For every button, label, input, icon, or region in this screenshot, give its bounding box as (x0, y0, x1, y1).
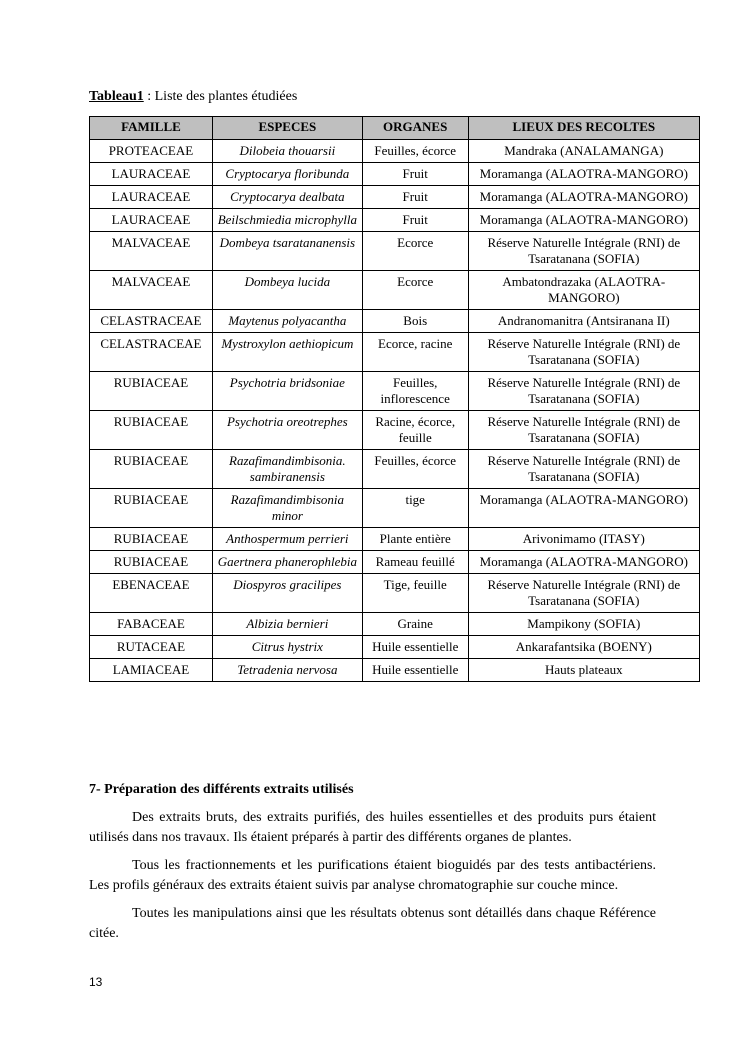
table-row (90, 489, 700, 528)
table-header-row (90, 117, 700, 140)
cell-lieu: Réserve Naturelle Intégrale (RNI) de Tsaratanana (SOFIA) (468, 333, 699, 372)
cell-organes: Huile essentielle (362, 636, 468, 659)
header-especes: ESPECES (212, 117, 362, 140)
table-row (90, 140, 700, 163)
header-lieux: LIEUX DES RECOLTES (468, 117, 699, 140)
cell-famille: LAURACEAE (90, 163, 213, 186)
cell-espece: Tetradenia nervosa (212, 659, 362, 682)
table-row (90, 271, 700, 310)
cell-famille: RUBIACEAE (90, 528, 213, 551)
cell-famille: LAMIACEAE (90, 659, 213, 682)
cell-espece: Dombeya tsaratananensis (212, 232, 362, 271)
table-row (90, 411, 700, 450)
table-row (90, 574, 700, 613)
cell-espece: Maytenus polyacantha (212, 310, 362, 333)
cell-famille: PROTEACEAE (90, 140, 213, 163)
cell-espece: Razafimandimbisonia minor (212, 489, 362, 528)
cell-famille: RUBIACEAE (90, 450, 213, 489)
table-row (90, 372, 700, 411)
cell-lieu: Ambatondrazaka (ALAOTRA-MANGORO) (468, 271, 699, 310)
cell-lieu: Réserve Naturelle Intégrale (RNI) de Tsaratanana (SOFIA) (468, 574, 699, 613)
plants-table (89, 116, 700, 682)
cell-espece: Dilobeia thouarsii (212, 140, 362, 163)
cell-lieu: Moramanga (ALAOTRA-MANGORO) (468, 163, 699, 186)
cell-organes: Rameau feuillé (362, 551, 468, 574)
cell-espece: Mystroxylon aethiopicum (212, 333, 362, 372)
header-organes: ORGANES (362, 117, 468, 140)
cell-famille: LAURACEAE (90, 209, 213, 232)
cell-lieu: Réserve Naturelle Intégrale (RNI) de Tsaratanana (SOFIA) (468, 411, 699, 450)
cell-famille: MALVACEAE (90, 232, 213, 271)
table-body (90, 140, 700, 682)
table-row (90, 450, 700, 489)
cell-lieu: Moramanga (ALAOTRA-MANGORO) (468, 209, 699, 232)
cell-espece: Anthospermum perrieri (212, 528, 362, 551)
cell-organes: Bois (362, 310, 468, 333)
table-row (90, 613, 700, 636)
cell-famille: CELASTRACEAE (90, 333, 213, 372)
cell-organes: Fruit (362, 186, 468, 209)
cell-espece: Cryptocarya floribunda (212, 163, 362, 186)
table-caption (89, 89, 297, 105)
cell-organes: Ecorce (362, 232, 468, 271)
cell-organes: Plante entière (362, 528, 468, 551)
table-caption-label: Tableau1 (89, 89, 144, 104)
page-number: 13 (89, 975, 103, 989)
cell-famille: RUBIACEAE (90, 489, 213, 528)
cell-organes: Feuilles, écorce (362, 140, 468, 163)
cell-organes: Fruit (362, 163, 468, 186)
cell-organes: Graine (362, 613, 468, 636)
cell-espece: Gaertnera phanerophlebia (212, 551, 362, 574)
cell-famille: RUBIACEAE (90, 372, 213, 411)
cell-espece: Beilschmiedia microphylla (212, 209, 362, 232)
cell-organes: tige (362, 489, 468, 528)
cell-famille: LAURACEAE (90, 186, 213, 209)
cell-famille: RUTACEAE (90, 636, 213, 659)
cell-organes: Fruit (362, 209, 468, 232)
cell-lieu: Moramanga (ALAOTRA-MANGORO) (468, 186, 699, 209)
cell-espece: Citrus hystrix (212, 636, 362, 659)
cell-famille: MALVACEAE (90, 271, 213, 310)
cell-espece: Diospyros gracilipes (212, 574, 362, 613)
cell-espece: Dombeya lucida (212, 271, 362, 310)
cell-lieu: Hauts plateaux (468, 659, 699, 682)
cell-lieu: Arivonimamo (ITASY) (468, 528, 699, 551)
cell-famille: FABACEAE (90, 613, 213, 636)
cell-espece: Razafimandimbisonia. sambiranensis (212, 450, 362, 489)
table-row (90, 551, 700, 574)
cell-organes: Feuilles, inflorescence (362, 372, 468, 411)
table-row (90, 659, 700, 682)
header-famille: FAMILLE (90, 117, 213, 140)
cell-organes: Ecorce, racine (362, 333, 468, 372)
cell-organes: Ecorce (362, 271, 468, 310)
cell-lieu: Réserve Naturelle Intégrale (RNI) de Tsaratanana (SOFIA) (468, 372, 699, 411)
cell-espece: Cryptocarya dealbata (212, 186, 362, 209)
cell-espece: Albizia bernieri (212, 613, 362, 636)
cell-organes: Racine, écorce, feuille (362, 411, 468, 450)
table-row (90, 310, 700, 333)
table-row (90, 186, 700, 209)
table-row (90, 528, 700, 551)
table-caption-text: : Liste des plantes étudiées (143, 89, 298, 104)
cell-lieu: Moramanga (ALAOTRA-MANGORO) (468, 551, 699, 574)
cell-famille: EBENACEAE (90, 574, 213, 613)
cell-famille: CELASTRACEAE (90, 310, 213, 333)
table-row (90, 163, 700, 186)
cell-lieu: Réserve Naturelle Intégrale (RNI) de Tsaratanana (SOFIA) (468, 232, 699, 271)
cell-organes: Feuilles, écorce (362, 450, 468, 489)
cell-espece: Psychotria bridsoniae (212, 372, 362, 411)
section-heading: 7- Préparation des différents extraits utilisés (89, 782, 354, 797)
cell-espece: Psychotria oreotrephes (212, 411, 362, 450)
cell-lieu: Ankarafantsika (BOENY) (468, 636, 699, 659)
cell-lieu: Mandraka (ANALAMANGA) (468, 140, 699, 163)
table-row (90, 636, 700, 659)
cell-famille: RUBIACEAE (90, 551, 213, 574)
paragraph: Tous les fractionnements et les purifications étaient bioguidés par des tests antibactériens. Les profils généraux des extraits étaient suivis par analyse chromatographie sur couche mince. (89, 857, 656, 893)
table-row (90, 209, 700, 232)
table-row (90, 333, 700, 372)
cell-lieu: Mampikony (SOFIA) (468, 613, 699, 636)
paragraph: Des extraits bruts, des extraits purifiés, des huiles essentielles et des produits purs étaient utilisés dans nos travaux. Ils étaient préparés à partir des différents organes de plantes. (89, 809, 656, 845)
table-row (90, 232, 700, 271)
cell-lieu: Moramanga (ALAOTRA-MANGORO) (468, 489, 699, 528)
cell-lieu: Andranomanitra (Antsiranana II) (468, 310, 699, 333)
paragraph: Toutes les manipulations ainsi que les résultats obtenus sont détaillés dans chaque Référence citée. (89, 905, 656, 941)
cell-lieu: Réserve Naturelle Intégrale (RNI) de Tsaratanana (SOFIA) (468, 450, 699, 489)
cell-organes: Tige, feuille (362, 574, 468, 613)
cell-famille: RUBIACEAE (90, 411, 213, 450)
cell-organes: Huile essentielle (362, 659, 468, 682)
section-7 (89, 780, 656, 952)
